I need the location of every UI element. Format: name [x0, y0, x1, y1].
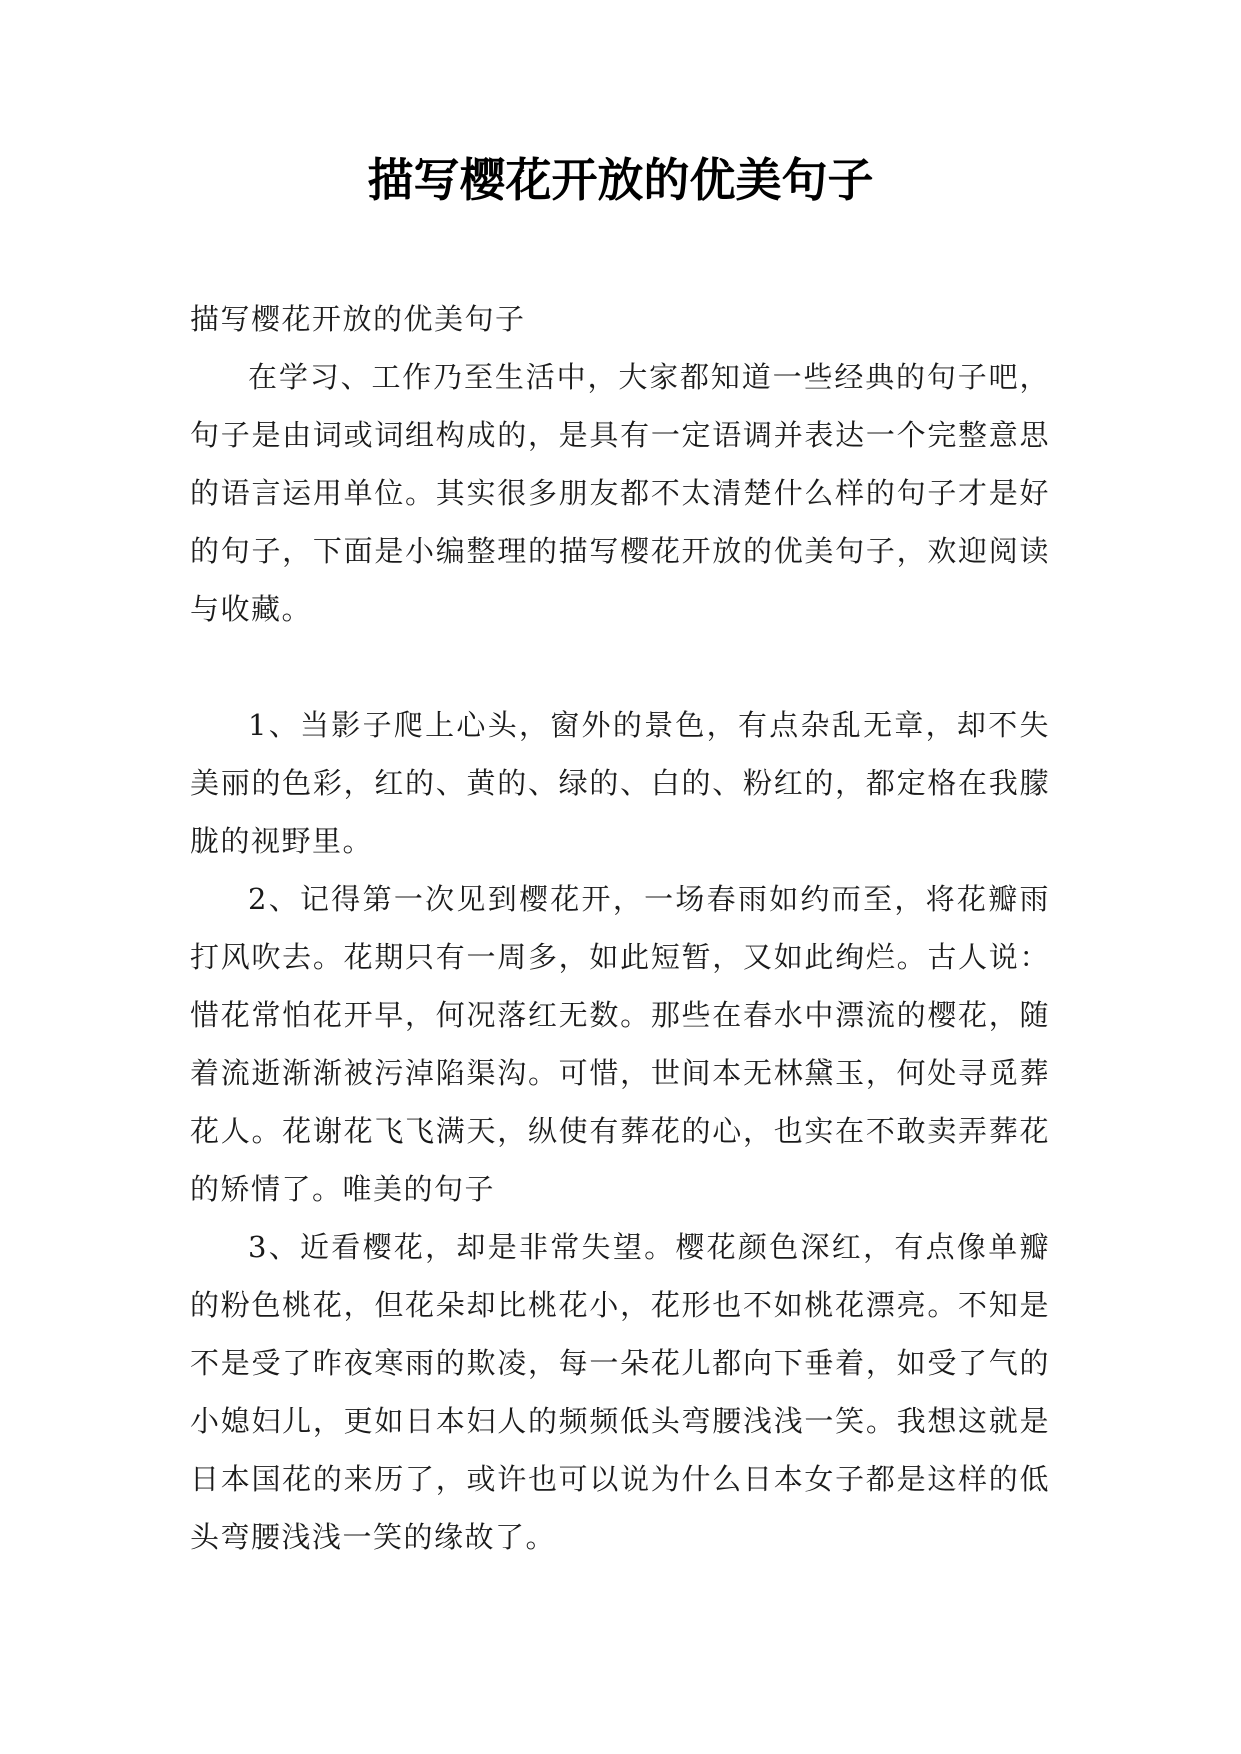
- intro-paragraph: 在学习、工作乃至生活中，大家都知道一些经典的句子吧，句子是由词或词组构成的，是具有一定语调并表达一个完整意思的语言运用单位。其实很多朋友都不太清楚什么样的句子才是好的句子，下面是小编整理的描写樱花开放的优美句子，欢迎阅读与收藏。: [190, 360, 1050, 626]
- sentence-item-1: 1、当影子爬上心头，窗外的景色，有点杂乱无章，却不失美丽的色彩，红的、黄的、绿的、白的、粉红的，都定格在我朦胧的视野里。: [190, 708, 1050, 858]
- paragraph-spacer: [190, 638, 1050, 696]
- sentence-item-3: 3、近看樱花，却是非常失望。樱花颜色深红，有点像单瓣的粉色桃花，但花朵却比桃花小，花形也不如桃花漂亮。不知是不是受了昨夜寒雨的欺凌，每一朵花儿都向下垂着，如受了气的小媳妇儿，更如日本妇人的频频低头弯腰浅浅一笑。我想这就是日本国花的来历了，或许也可以说为什么日本女子都是这样的低头弯腰浅浅一笑的缘故了。: [190, 1230, 1050, 1554]
- document-title: 描写樱花开放的优美句子: [367, 153, 874, 207]
- document-body: [190, 290, 1050, 1566]
- document-subtitle: 描写樱花开放的优美句子: [190, 302, 526, 336]
- sentence-item-2: 2、记得第一次见到樱花开，一场春雨如约而至，将花瓣雨打风吹去。花期只有一周多，如此短暂，又如此绚烂。古人说：惜花常怕花开早，何况落红无数。那些在春水中漂流的樱花，随着流逝渐渐被污淖陷渠沟。可惜，世间本无林黛玉，何处寻觅葬花人。花谢花飞飞满天，纵使有葬花的心，也实在不敢卖弄葬花的矫情了。唯美的句子: [190, 882, 1050, 1206]
